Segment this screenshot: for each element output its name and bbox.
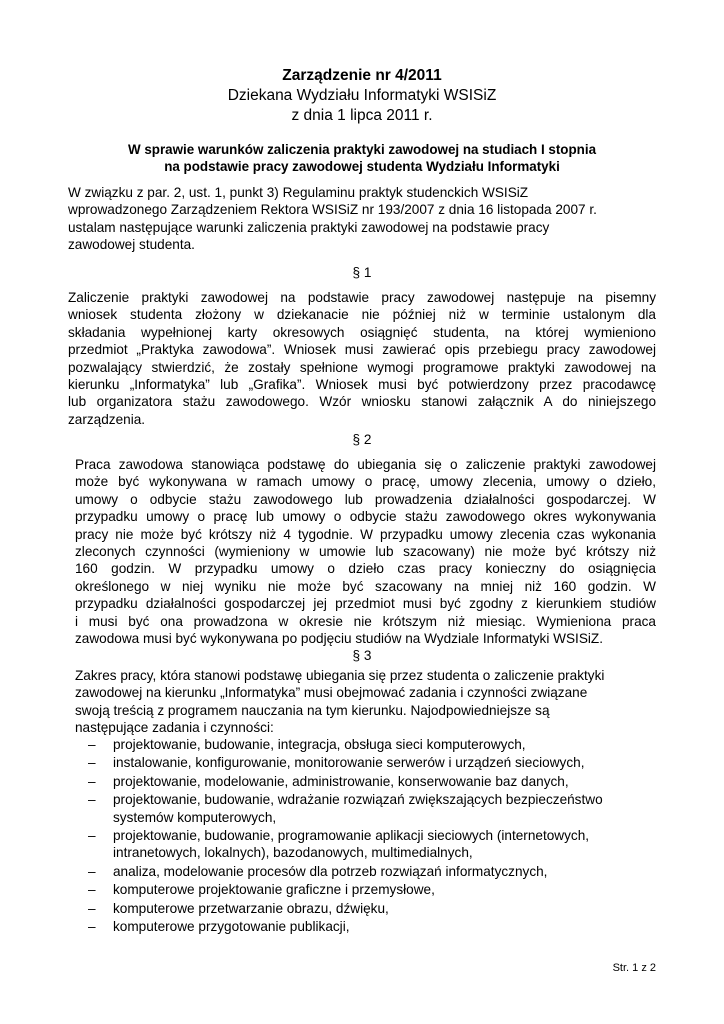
dash-bullet-icon: – xyxy=(88,737,96,752)
list-item xyxy=(88,736,648,753)
document-title: Zarządzenie nr 4/2011 xyxy=(282,67,442,84)
paragraph-line: kierunku „Informatyka” lub „Grafika”. Wniosek musi być potwierdzony przez pracodawcę xyxy=(68,377,656,393)
paragraph-line: Zakres pracy, która stanowi podstawę ubiegania się przez studenta o zaliczenie praktyki xyxy=(75,668,605,683)
list-item-text: komputerowe projektowanie graficzne i przemysłowe, xyxy=(113,882,435,898)
list-item xyxy=(88,754,648,771)
list-item xyxy=(88,918,648,935)
intro-paragraph xyxy=(68,184,658,254)
list-item-text: projektowanie, budowanie, programowanie aplikacji sieciowych (internetowych, intranetowych, lokalnych), bazodanowych, multimedialnych, xyxy=(113,828,590,861)
list-item xyxy=(88,863,648,880)
list-item xyxy=(88,900,648,917)
list-item-text: instalowanie, konfigurowanie, monitorowanie serwerów i urządzeń sieciowych, xyxy=(113,755,585,771)
paragraph-line: i musi być ona prowadzona w okresie nie krótszym niż miesiąc. Wymieniona praca xyxy=(75,613,656,629)
paragraph-line: przedmiot „Praktyka zawodowa”. Wniosek musi zawierać opis przebiegu pracy zawodowej xyxy=(68,342,656,358)
paragraph-line: zleconych czynności (wymieniony w umowie lub szacowany) nie może być krótszy niż xyxy=(75,544,656,560)
dash-bullet-icon: – xyxy=(88,863,96,879)
list-item xyxy=(88,773,648,790)
section-mark-2: § 2 xyxy=(352,432,372,447)
paragraph-line: lub organizatora stażu zawodowego. Wzór wniosku stanowi załącznik A do niniejszego xyxy=(68,394,656,410)
dash-bullet-icon: – xyxy=(88,900,96,916)
paragraph-line: 160 godzin. W przypadku umowy o dzieło czas pracy konieczny do osiągnięcia xyxy=(75,561,656,577)
list-item-text: projektowanie, budowanie, wdrażanie rozwiązań zwiększających bezpieczeństwo systemów komputerowych, xyxy=(113,792,603,825)
paragraph-line: W związku z par. 2, ust. 1, punkt 3) Regulaminu praktyk studenckich WSISiZ xyxy=(68,185,529,200)
list-item-text: projektowanie, modelowanie, administrowanie, konserwowanie baz danych, xyxy=(113,773,569,789)
paragraph-line: umowy o odbycie stażu zawodowego lub prowadzenia działalności gospodarczej. W xyxy=(75,491,656,507)
paragraph-line: zawodowa musi być wykonywana po podjęciu studiów na Wydziale Informatyki WSISiZ. xyxy=(75,631,603,647)
paragraph-line: przypadku umowy o pracę lub umowy o odbycie stażu zawodowego okres wykonywania xyxy=(75,509,656,525)
paragraph-line: Praca zawodowa stanowiąca podstawę do ubiegania się o zaliczenie praktyki zawodowej xyxy=(75,457,656,472)
paragraph-line: swoją treścią z programem nauczania na tym kierunku. Najodpowiedniejsze są xyxy=(75,702,550,718)
section-1-paragraph xyxy=(68,289,656,428)
list-item xyxy=(88,881,648,898)
document-header xyxy=(0,66,724,126)
dash-bullet-icon: – xyxy=(88,792,96,808)
paragraph-line: składania wypełnionej karty okresowych osiągnięć studenta, na której wymieniono xyxy=(68,324,656,340)
list-item-text: analiza, modelowanie procesów dla potrzeb rozwiązań informatycznych, xyxy=(113,863,548,879)
subject-line: W sprawie warunków zaliczenia praktyki zawodowej na studiach I stopnia xyxy=(127,142,597,157)
page-number: Str. 1 z 2 xyxy=(612,962,656,974)
paragraph-line: następujące zadania i czynności: xyxy=(75,720,274,736)
document-date: z dnia 1 lipca 2011 r. xyxy=(291,107,433,124)
paragraph-line: przypadku działalności gospodarczej jej przedmiot musi być zgodny z kierunkiem studiów xyxy=(75,596,656,612)
list-item-text: komputerowe przygotowanie publikacji, xyxy=(113,919,350,935)
dash-bullet-icon: – xyxy=(88,882,96,898)
paragraph-line: zawodowej studenta. xyxy=(68,237,195,253)
paragraph-line: określonego w niej wyniku nie może być szacowany na mniej niż 160 godzin. W xyxy=(75,578,656,594)
paragraph-line: wniosek studenta złożony w dziekanacie nie później niż w terminie ustalonym dla xyxy=(68,307,656,323)
paragraph-line: pracy nie może być krótszy niż 4 tygodnie. W przypadku umowy zlecenia czas wykonania xyxy=(75,526,656,542)
document-issuer: Dziekana Wydziału Informatyki WSISiZ xyxy=(227,87,497,104)
paragraph-line: Zaliczenie praktyki zawodowej na podstawie pracy zawodowej następuje na pisemny xyxy=(68,290,656,305)
dash-bullet-icon: – xyxy=(88,828,96,844)
list-item xyxy=(88,827,648,862)
section-2-paragraph xyxy=(75,456,656,647)
paragraph-line: ustalam następujące warunki zaliczenia praktyki zawodowej na podstawie pracy xyxy=(68,219,550,235)
list-item xyxy=(88,791,648,826)
paragraph-line: pozwalający stwierdzić, że zostały spełnione wymogi programowe praktyki zawodowej na xyxy=(68,359,656,375)
task-list xyxy=(88,736,648,936)
paragraph-line: zawodowej na kierunku „Informatyka” musi obejmować zadania i czynności związane xyxy=(75,685,588,701)
dash-bullet-icon: – xyxy=(88,773,96,789)
list-item-text: komputerowe przetwarzanie obrazu, dźwięku, xyxy=(113,900,389,916)
document-subject xyxy=(0,141,724,175)
section-mark-1: § 1 xyxy=(352,265,372,280)
dash-bullet-icon: – xyxy=(88,919,96,935)
paragraph-line: zarządzenia. xyxy=(68,411,146,427)
section-3-paragraph xyxy=(75,667,665,737)
paragraph-line: może być wykonywana w ramach umowy o pracę, umowy zlecenia, umowy o dzieło, xyxy=(75,474,656,490)
list-item-text: projektowanie, budowanie, integracja, obsługa sieci komputerowych, xyxy=(113,737,526,752)
dash-bullet-icon: – xyxy=(88,755,96,771)
subject-line: na podstawie pracy zawodowej studenta Wydziału Informatyki xyxy=(164,159,560,174)
paragraph-line: wprowadzonego Zarządzeniem Rektora WSISiZ nr 193/2007 z dnia 16 listopada 2007 r. xyxy=(68,202,597,218)
section-mark-3: § 3 xyxy=(352,648,372,663)
